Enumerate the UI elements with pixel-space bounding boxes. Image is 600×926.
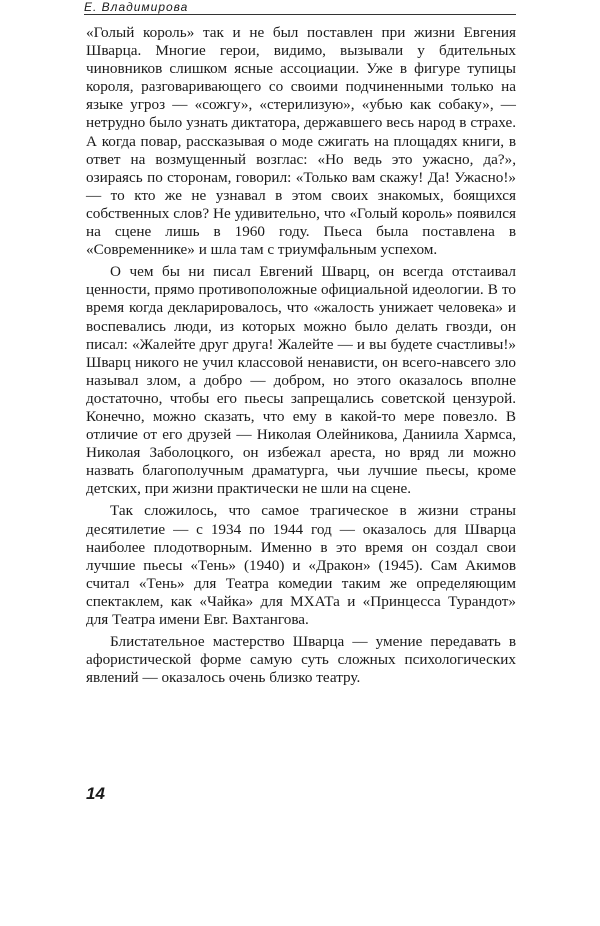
header-rule <box>84 14 516 15</box>
paragraph: Так сложилось, что самое трагическое в жизни страны десятилетие — с 1934 по 1944 год — оказалось для Шварца наиболее плодотворным. Именно в это время он создал свои лучшие пьесы «Тень» (1940) и «Дракон» (1945). Сам Акимов считал «Тень» для Театра комедии таким же определяющим спектаклем, как «Чайка» для МХАТа и «Принцесса Турандот» для Театра имени Евг. Вахтангова. <box>86 502 516 628</box>
body-text <box>86 24 516 691</box>
running-head: Е. Владимирова <box>84 0 189 14</box>
paragraph: Блистательное мастерство Шварца — умение передавать в афористической форме самую суть сложных психологических явлений — оказалось очень близко театру. <box>86 633 516 687</box>
page-number: 14 <box>86 784 105 803</box>
paragraph: «Голый король» так и не был поставлен при жизни Евгения Шварца. Многие герои, видимо, вызывали у бдительных чиновников слишком ясные ассоциации. Уже в фигуре тупицы короля, разговаривающего со своими подчиненными только на языке угроз — «сожгу», «стерилизую», «убью как собаку», — нетрудно было узнать диктатора, державшего весь народ в страхе. А когда повар, рассказывая о моде сжигать на площадях книги, в ответ на возмущенный возглас: «Но ведь это ужасно, да?», озираясь по сторонам, говорил: «Только вам скажу! Да! Ужасно!» — то кто же не узнавал в этом своих знакомых, боящихся собственных слов? Не удивительно, что «Голый король» появился на сцене лишь в 1960 году. Пьеса была поставлена в «Современнике» и шла там с триумфальным успехом. <box>86 24 516 259</box>
paragraph: О чем бы ни писал Евгений Шварц, он всегда отстаивал ценности, прямо противоположные официальной идеологии. В то время когда декларировалось, что «жалость унижает человека» и воспевались люди, из которых можно было делать гвозди, он писал: «Жалейте друг друга! Жалейте — и вы будете счастливы!» Шварц никого не учил классовой ненависти, он всего-навсего зло называл злом, а добро — добром, но этого оказалось вполне достаточно, чтобы его пьесы запрещались советской цензурой. Конечно, можно сказать, что ему в какой-то мере повезло. В отличие от его друзей — Николая Олейникова, Даниила Хармса, Николая Заболоцкого, он избежал ареста, но вряд ли можно назвать благополучным драматурга, чьи лучшие пьесы, кроме детских, при жизни практически не шли на сцене. <box>86 263 516 498</box>
